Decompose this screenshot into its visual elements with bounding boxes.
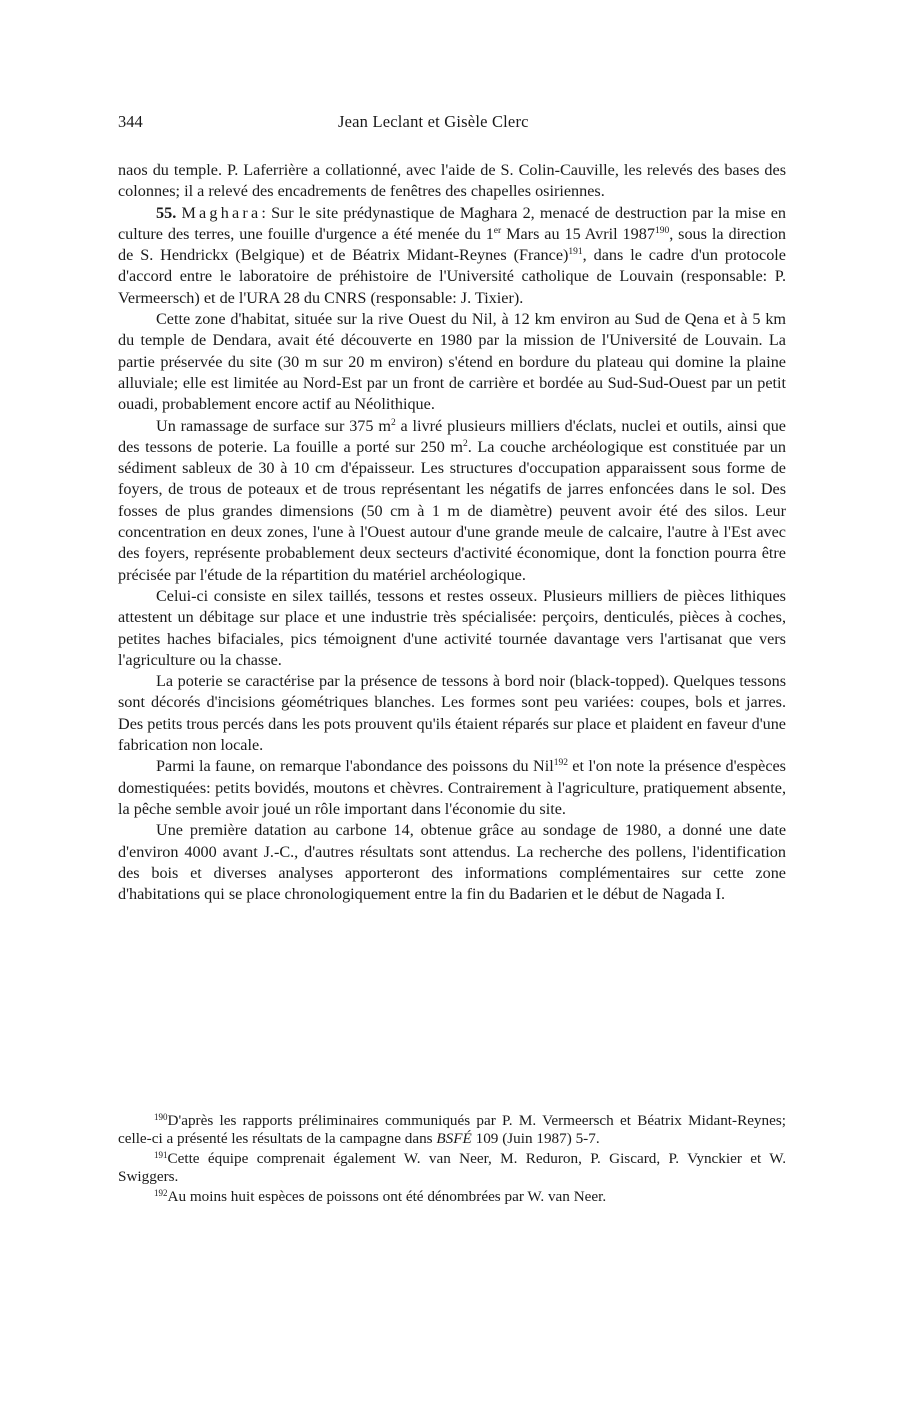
footnote-191: $^{191}$Cette équipe comprenait également W. van Neer, M. Reduron, P. Giscard, P. Vynckier et W. Swiggers.	[118, 1150, 786, 1185]
footnote-ref-191: 191	[568, 247, 583, 258]
paragraph-habitat-zone: Cette zone d'habitat, située sur la rive Ouest du Nil, à 12 km environ au Sud de Qena et à 5 km du temple de Dendara, avait été découverte en 1980 par la mission de l'Université de Louvain. La partie préservée du site (30 m sur 20 m environ) s'étend en bordure du plateau qui domine la plaine alluviale; elle est limitée au Nord-Est par un front de carrière et bordée au Sud-Sud-Ouest par un petit ouadi, probablement encore actif au Néolithique.	[118, 310, 786, 414]
footnote-number: 190	[154, 1112, 168, 1122]
paragraph-dating: Une première datation au carbone 14, obtenue grâce au sondage de 1980, a donné une date d'environ 4000 avant J.-C., d'autres résultats sont attendus. La recherche des pollens, l'identification des bois et diverses analyses apporteront des informations complémentaires sur cette zone d'habitations qui se place chronologiquement entre la fin du Badarien et le début de Nagada I.	[118, 821, 786, 904]
page-number: 344	[118, 112, 143, 131]
footnote-number: 191	[154, 1150, 168, 1160]
footnote-number: 192	[154, 1188, 168, 1198]
running-head	[118, 112, 786, 142]
footnote-192: $^{192}$Au moins huit espèces de poissons ont été dénombrées par W. van Neer.	[154, 1188, 607, 1205]
ordinal-superscript: er	[493, 225, 502, 236]
paragraph-fauna: Parmi la faune, on remarque l'abondance des poissons du Nil$^{192}$ et l'on note la présence d'espèces domestiquées: petits bovidés, moutons et chèvres. Contrairement à l'agriculture, pratiquement absente, la pêche semble avoir joué un rôle important dans l'économie du site.	[118, 757, 786, 818]
site-heading: Maghara	[181, 203, 262, 222]
paragraph-lithics: Celui-ci consiste en silex taillés, tessons et restes osseux. Plusieurs milliers de pièces lithiques attestent un débitage sur place et une industrie très spécialisée: perçoirs, denticulés, pièces à coches, petites haches bifaciales, pics témoignent d'une activité tournée davantage vers l'artisanat que vers l'agriculture ou la chasse.	[118, 586, 786, 669]
section-number: 55.	[156, 203, 177, 222]
squared-superscript: 2	[462, 438, 468, 449]
journal-title: BSFÉ	[436, 1130, 472, 1147]
paragraph-naos: naos du temple. P. Laferrière a collationné, avec l'aide de S. Colin-Cauville, les relevés des bases des colonnes; il a relevé des encadrements de fenêtres des chapelles osiriennes.	[118, 161, 786, 201]
footnote-ref-192: 192	[553, 758, 568, 769]
running-head-authors: Jean Leclant et Gisèle Clerc	[338, 112, 529, 131]
squared-superscript: 2	[390, 417, 396, 428]
paragraph-surface-survey: Un ramassage de surface sur 375 $m^2$ a livré plusieurs milliers d'éclats, nuclei et outils, ainsi que des tessons de poterie. La fouille a porté sur 250 $m^2$. La couche archéologique est constituée par un sédiment sableux de 30 à 10 cm d'épaisseur. Les structures d'occupation apparaissent sous forme de foyers, de trous de poteaux et de trous représentant les négatifs de jarres enfoncées dans le sol. Des fosses de plus grandes dimensions (50 cm à 1 m de diamètre) peuvent avoir été des silos. Leur concentration en deux zones, l'une à l'Ouest autour d'une grande meule de calcaire, l'autre à l'Est avec des foyers, représente probablement deux secteurs d'activité économique, dont la fonction pourra être précisée par l'étude de la répartition du matériel archéologique.	[118, 416, 786, 584]
footnote-ref-190: 190	[654, 225, 670, 236]
footnote-190: $^{190}$D'après les rapports préliminaires communiqués par P. M. Vermeersch et Béatrix Midant-Reynes; celle-ci a présenté les résultats de la campagne dans BSFÉ 109 (Juin 1987) 5-7.	[118, 1112, 786, 1147]
paragraph-pottery: La poterie se caractérise par la présence de tessons à bord noir (black-topped). Quelques tessons sont décorés d'incisions géométriques blanches. Les formes sont peu variées: coupes, bols et jarres. Des petits trous percés dans les pots prouvent qu'ils étaient réparés sur place et plaident en faveur d'une fabrication non locale.	[118, 672, 786, 755]
page	[118, 112, 787, 1205]
paragraph-maghara: 55. Maghara: Sur le site prédynastique de Maghara 2, menacé de destruction par la mise en culture des terres, une fouille d'urgence a été menée du 1er Mars au 15 Avril 1987$^{190}$, sous la direction de S. Hendrickx (Belgique) et de Béatrix Midant-Reynes (France)$^{191}$, dans le cadre d'un protocole d'accord entre le laboratoire de préhistoire de l'Université catholique de Louvain (responsable: P. Vermeersch) et de l'URA 28 du CNRS (responsable: J. Tixier).	[118, 203, 787, 307]
body-text	[118, 160, 786, 905]
footnotes	[118, 1112, 786, 1208]
